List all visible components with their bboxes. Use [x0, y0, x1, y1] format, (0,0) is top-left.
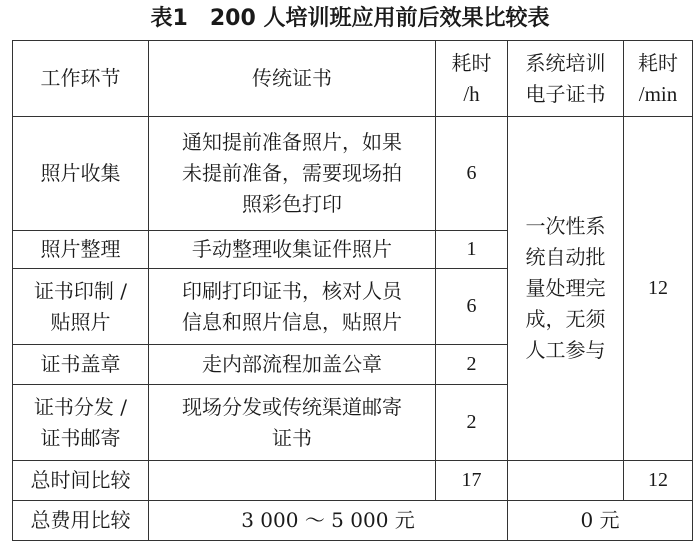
- row-hours: 1: [436, 231, 508, 269]
- electronic-process-line: 成，无须: [525, 307, 606, 331]
- total-time-label: 总时间比较: [13, 461, 149, 501]
- electronic-minutes: 12: [624, 117, 693, 461]
- total-cost-traditional: 3 000 ～ 5 000 元: [149, 501, 508, 541]
- row-hours: 2: [436, 385, 508, 461]
- total-time-row: [13, 461, 693, 501]
- header-time-hours-line2: /h: [463, 81, 480, 106]
- header-time-hours-line1: 耗时: [451, 50, 492, 75]
- table-caption: [0, 2, 700, 36]
- electronic-process-line: 量处理完: [525, 276, 606, 300]
- row-stage-line: 证书印制 /: [33, 278, 128, 303]
- row-traditional-line: 照彩色打印: [242, 192, 342, 216]
- total-time-electronic-empty: [508, 461, 624, 501]
- header-stage: 工作环节: [13, 41, 149, 117]
- row-traditional-line: 未提前准备，需要现场拍: [182, 161, 402, 185]
- row-stage: 照片整理: [13, 231, 149, 269]
- header-electronic-line1: 系统培训: [525, 50, 606, 75]
- table-row: [13, 117, 693, 231]
- row-traditional: [149, 269, 436, 345]
- electronic-process-line: 一次性系: [525, 214, 606, 238]
- row-stage-line: 贴照片: [50, 309, 111, 334]
- row-hours: 2: [436, 345, 508, 385]
- header-time-minutes-line1: 耗时: [638, 50, 678, 75]
- caption-label: 表1: [150, 6, 188, 31]
- header-electronic: [508, 41, 624, 117]
- row-traditional: [149, 117, 436, 231]
- row-stage: [13, 385, 149, 461]
- row-traditional: 手动整理收集证件照片: [149, 231, 436, 269]
- comparison-table: [12, 40, 693, 541]
- header-electronic-line2: 电子证书: [525, 81, 606, 106]
- row-stage: 证书盖章: [13, 345, 149, 385]
- total-cost-label: 总费用比较: [13, 501, 149, 541]
- header-row: [13, 41, 693, 117]
- total-cost-electronic: 0 元: [508, 501, 693, 541]
- row-traditional-line: 信息和照片信息，贴照片: [182, 309, 402, 334]
- header-traditional: 传统证书: [149, 41, 436, 117]
- row-traditional-line: 证书: [272, 425, 312, 450]
- row-traditional-line: 现场分发或传统渠道邮寄: [182, 394, 402, 419]
- row-traditional: 走内部流程加盖公章: [149, 345, 436, 385]
- header-time-minutes-line2: /min: [638, 81, 678, 106]
- electronic-process-cell: [508, 117, 624, 461]
- total-cost-row: [13, 501, 693, 541]
- electronic-process-line: 人工参与: [525, 338, 606, 362]
- row-stage: [13, 269, 149, 345]
- row-hours: 6: [436, 117, 508, 231]
- total-time-traditional-empty: [149, 461, 436, 501]
- row-traditional-line: 印刷打印证书，核对人员: [182, 278, 402, 303]
- row-stage-line: 证书分发 /: [33, 394, 128, 419]
- row-stage-line: 证书邮寄: [40, 425, 121, 450]
- row-traditional-line: 通知提前准备照片，如果: [182, 130, 402, 154]
- header-time-hours: [436, 41, 508, 117]
- header-time-minutes: [624, 41, 693, 117]
- electronic-process-line: 统自动批: [525, 245, 606, 269]
- row-stage: 照片收集: [13, 117, 149, 231]
- row-hours: 6: [436, 269, 508, 345]
- total-time-minutes: 12: [624, 461, 693, 501]
- row-traditional: [149, 385, 436, 461]
- caption-title: 200 人培训班应用前后效果比较表: [209, 6, 550, 31]
- total-time-hours: 17: [436, 461, 508, 501]
